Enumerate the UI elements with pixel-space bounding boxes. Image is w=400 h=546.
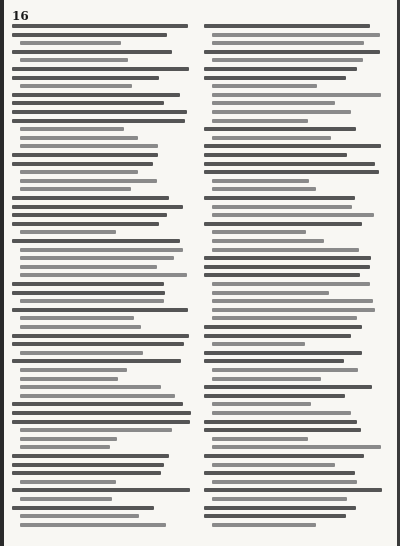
entry-text-line [12, 359, 181, 363]
entry-text-line [12, 110, 187, 114]
entry-text-line [12, 402, 183, 406]
entry-text-line [212, 58, 363, 62]
entry-text-line [212, 316, 357, 320]
entry-text-line [212, 84, 317, 88]
entry-text-line [204, 24, 370, 28]
entry-text-line [20, 428, 172, 432]
entry-text-line [204, 514, 346, 518]
entry-text-line [212, 308, 375, 312]
entry-text-line [20, 480, 116, 484]
entry-text-line [204, 359, 344, 363]
entry-text-line [204, 196, 355, 200]
entry-text-line [20, 351, 143, 355]
entry-text-line [12, 342, 184, 346]
entry-text-line [20, 514, 139, 518]
entry-text-line [20, 299, 164, 303]
entry-text-line [212, 248, 359, 252]
entry-text-line [20, 179, 157, 183]
entry-text-line [20, 84, 132, 88]
entry-text-line [20, 325, 141, 329]
entry-text-line [20, 58, 128, 62]
entry-text-line [20, 394, 175, 398]
entry-text-line [20, 497, 112, 501]
entry-text-line [212, 213, 374, 217]
entry-text-line [212, 445, 381, 449]
entry-text-line [204, 76, 346, 80]
entry-text-line [212, 437, 308, 441]
entry-text-line [204, 334, 351, 338]
entry-text-line [212, 205, 352, 209]
entry-text-line [204, 385, 372, 389]
entry-text-line [212, 291, 329, 295]
entry-text-line [204, 162, 375, 166]
entry-text-line [12, 282, 164, 286]
entry-text-line [204, 50, 380, 54]
entry-text-line [12, 24, 188, 28]
entry-text-line [204, 153, 347, 157]
entry-text-line [12, 463, 164, 467]
entry-text-line [212, 136, 331, 140]
entry-text-line [12, 411, 191, 415]
entry-text-line [212, 230, 306, 234]
entry-text-line [12, 308, 188, 312]
entry-text-line [212, 523, 316, 527]
entry-text-line [204, 454, 364, 458]
entry-text-line [12, 67, 189, 71]
entry-text-line [204, 488, 382, 492]
entry-text-line [20, 273, 187, 277]
entry-text-line [12, 196, 169, 200]
entry-text-line [212, 368, 358, 372]
entry-text-line [212, 101, 335, 105]
entry-text-line [20, 127, 124, 131]
entry-text-line [12, 471, 161, 475]
entry-text-line [212, 110, 351, 114]
entry-text-line [20, 136, 138, 140]
entry-text-line [12, 76, 159, 80]
entry-text-line [20, 316, 134, 320]
entry-text-line [20, 170, 138, 174]
entry-text-line [12, 33, 167, 37]
entry-text-line [20, 248, 183, 252]
entry-text-line [212, 93, 381, 97]
entry-text-line [12, 239, 180, 243]
entry-text-line [204, 420, 357, 424]
entry-text-line [212, 299, 373, 303]
entry-text-line [12, 291, 165, 295]
entry-text-line [12, 488, 190, 492]
entry-text-line [204, 428, 361, 432]
entry-text-line [204, 67, 357, 71]
entry-text-line [20, 41, 121, 45]
entry-text-line [20, 187, 131, 191]
page-number: 16 [12, 9, 29, 23]
entry-text-line [12, 334, 189, 338]
entry-text-line [12, 213, 167, 217]
entry-text-line [12, 101, 164, 105]
entry-text-line [204, 471, 355, 475]
scan-edge-left [0, 0, 4, 546]
entry-text-line [212, 179, 309, 183]
entry-text-line [204, 506, 356, 510]
entry-text-line [12, 222, 159, 226]
entry-text-line [12, 162, 153, 166]
entry-text-line [212, 282, 370, 286]
entry-text-line [212, 497, 347, 501]
entry-text-line [212, 33, 380, 37]
entry-text-line [204, 256, 371, 260]
entry-text-line [212, 187, 316, 191]
entry-text-line [204, 351, 362, 355]
entry-text-line [20, 523, 166, 527]
entry-text-line [212, 480, 357, 484]
entry-text-line [20, 368, 127, 372]
entry-text-line [212, 119, 308, 123]
entry-text-line [20, 445, 110, 449]
entry-text-line [204, 127, 356, 131]
entry-text-line [20, 265, 157, 269]
entry-text-line [20, 377, 118, 381]
entry-text-line [212, 402, 311, 406]
entry-text-line [204, 325, 362, 329]
entry-text-line [212, 41, 364, 45]
entry-text-line [204, 222, 362, 226]
entry-text-line [204, 394, 345, 398]
entry-text-line [20, 437, 117, 441]
entry-text-line [20, 230, 116, 234]
entry-text-line [212, 411, 351, 415]
entry-text-line [12, 420, 190, 424]
entry-text-line [212, 463, 335, 467]
entry-text-line [212, 377, 321, 381]
entry-text-line [204, 265, 370, 269]
entry-text-line [12, 93, 180, 97]
entry-text-line [204, 273, 360, 277]
entry-text-line [12, 50, 172, 54]
entry-text-line [12, 119, 185, 123]
entry-text-line [12, 205, 183, 209]
entry-text-line [20, 385, 161, 389]
directory-column-right [204, 22, 387, 536]
entry-text-line [212, 239, 324, 243]
entry-text-line [204, 144, 381, 148]
entry-text-line [12, 153, 158, 157]
directory-column-left [12, 22, 195, 536]
entry-text-line [20, 256, 174, 260]
entry-text-line [204, 170, 379, 174]
entry-text-line [12, 506, 154, 510]
entry-text-line [20, 144, 158, 148]
entry-text-line [12, 454, 169, 458]
entry-text-line [212, 342, 305, 346]
